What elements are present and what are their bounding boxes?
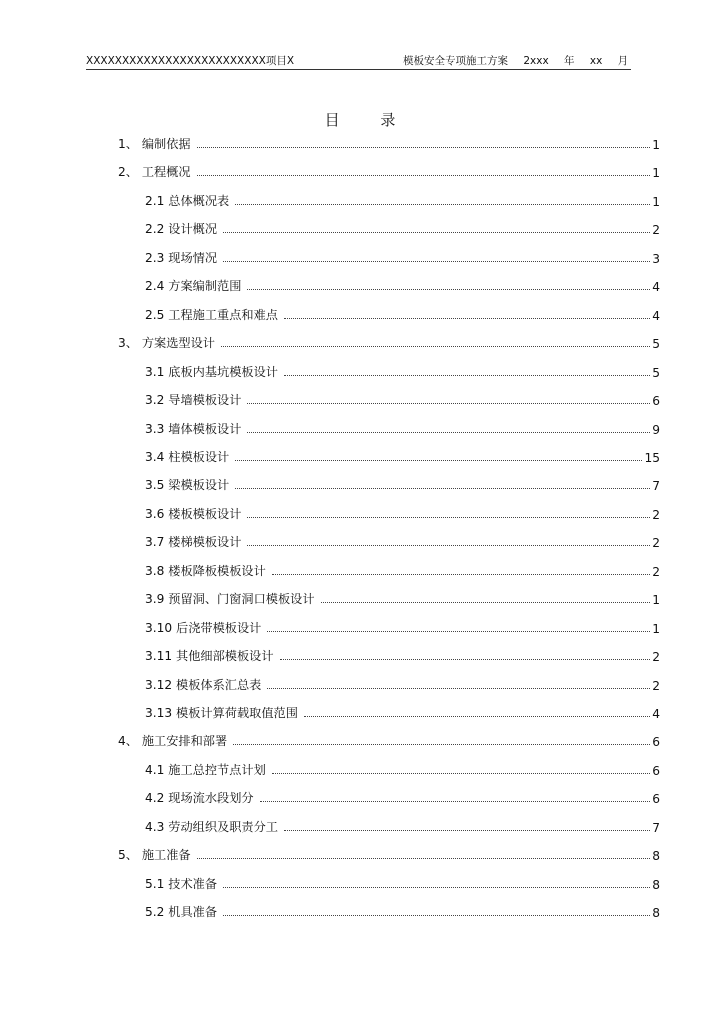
toc-entry-label: 4、 施工安排和部署 [118, 734, 228, 749]
toc-entry-label: 3.9 预留洞、门窗洞口模板设计 [145, 592, 315, 607]
toc-entry-page: 6 [652, 792, 660, 807]
toc-entry-page: 2 [652, 536, 660, 551]
dot-leader [223, 232, 650, 233]
toc-entry-label: 3.4 柱模板设计 [145, 449, 230, 464]
toc-entry-page: 8 [652, 849, 660, 864]
toc-entry-page: 2 [652, 564, 660, 579]
toc-entry[interactable] [145, 473, 660, 493]
toc-entry-page: 4 [652, 308, 660, 323]
toc-entry[interactable] [118, 843, 660, 863]
toc-entry[interactable] [145, 360, 660, 380]
toc-entry[interactable] [145, 701, 660, 721]
toc-entry[interactable] [145, 217, 660, 237]
toc-entry-page: 1 [652, 138, 660, 152]
doc-year: 2xxx [523, 55, 549, 67]
dot-leader [235, 204, 650, 205]
toc-entry-page: 9 [652, 422, 660, 437]
toc-entry-page: 6 [652, 735, 660, 750]
toc-entry[interactable] [118, 160, 660, 180]
toc-entry[interactable] [145, 758, 660, 778]
dot-leader [197, 147, 650, 148]
toc-entry[interactable] [145, 502, 660, 522]
dot-leader [272, 574, 650, 575]
dot-leader [272, 773, 650, 774]
toc-entry-page: 2 [652, 223, 660, 238]
toc-entry-page: 2 [652, 650, 660, 665]
toc-entry-label: 2.3 现场情况 [145, 250, 218, 265]
toc-entry-label: 3.10 后浇带模板设计 [145, 620, 262, 635]
toc-entry[interactable] [145, 616, 660, 636]
toc-entry-label: 3.7 楼梯模板设计 [145, 535, 242, 550]
header-doc-info [403, 53, 628, 68]
toc-entry-page: 2 [652, 678, 660, 693]
toc-entry[interactable] [145, 303, 660, 323]
dot-leader [197, 175, 650, 176]
toc-entry[interactable] [118, 729, 660, 749]
dot-leader [267, 688, 650, 689]
dot-leader [223, 887, 650, 888]
toc-entry-label: 4.1 施工总控节点计划 [145, 762, 266, 777]
toc-entry[interactable] [145, 274, 660, 294]
dot-leader [284, 830, 650, 831]
toc-entry-page: 2 [652, 507, 660, 522]
toc-entry-page: 5 [652, 337, 660, 352]
dot-leader [197, 858, 650, 859]
toc-entry-label: 4.2 现场流水段划分 [145, 791, 254, 806]
toc-entry-label: 5.2 机具准备 [145, 905, 218, 920]
toc-entry[interactable] [145, 530, 660, 550]
dot-leader [235, 460, 642, 461]
toc-entry-page: 5 [652, 365, 660, 380]
toc-entry-page: 7 [652, 479, 660, 494]
dot-leader [284, 375, 650, 376]
toc-entry-label: 4.3 劳动组织及职责分工 [145, 819, 278, 834]
dot-leader [260, 801, 650, 802]
toc-entry-label: 2.1 总体概况表 [145, 193, 230, 208]
toc-entry[interactable] [145, 189, 660, 209]
toc-entry[interactable] [145, 673, 660, 693]
dot-leader [267, 631, 650, 632]
toc-entry-page: 7 [652, 820, 660, 835]
toc-entry-label: 3.8 楼板降板模板设计 [145, 563, 266, 578]
toc-entry-page: 1 [652, 593, 660, 608]
toc-entry-page: 8 [652, 906, 660, 921]
toc-entry[interactable] [145, 900, 660, 920]
toc-entry[interactable] [118, 132, 660, 152]
toc-entry[interactable] [145, 644, 660, 664]
toc-entry[interactable] [145, 246, 660, 266]
project-name: XXXXXXXXXXXXXXXXXXXXXXXXX项目X [86, 55, 295, 67]
toc-entry[interactable] [145, 815, 660, 835]
toc-entry[interactable] [145, 417, 660, 437]
toc-entry-label: 3.5 梁模板设计 [145, 478, 230, 493]
dot-leader [304, 716, 650, 717]
toc-entry-label: 5.1 技术准备 [145, 876, 218, 891]
toc-entry-label: 2.2 设计概况 [145, 222, 218, 237]
toc-entry-label: 2、 工程概况 [118, 165, 191, 180]
toc-entry-label: 3、 方案选型设计 [118, 336, 215, 351]
dot-leader [280, 659, 650, 660]
toc-entry-label: 3.3 墙体模板设计 [145, 421, 242, 436]
dot-leader [284, 318, 650, 319]
doc-month: xx [589, 55, 603, 67]
dot-leader [321, 602, 650, 603]
toc-entry[interactable] [118, 331, 660, 351]
toc-entry[interactable] [145, 872, 660, 892]
toc-entry-page: 15 [644, 450, 660, 465]
toc-entry-page: 1 [652, 166, 660, 181]
toc-entry-page: 6 [652, 394, 660, 409]
toc-entry-page: 1 [652, 621, 660, 636]
dot-leader [247, 517, 650, 518]
toc-entry-label: 2.5 工程施工重点和难点 [145, 307, 278, 322]
toc-entry-label: 3.6 楼板模板设计 [145, 506, 242, 521]
month-unit: 月 [617, 55, 629, 67]
toc-entry[interactable] [145, 388, 660, 408]
dot-leader [233, 744, 650, 745]
doc-title: 模板安全专项施工方案 [403, 55, 508, 67]
dot-leader [247, 403, 650, 404]
toc-entry-label: 3.11 其他细部模板设计 [145, 649, 274, 664]
toc-entry-page: 3 [652, 251, 660, 266]
year-unit: 年 [564, 55, 575, 67]
toc-entry-label: 3.2 导墙模板设计 [145, 393, 242, 408]
toc-entry-page: 1 [652, 194, 660, 209]
dot-leader [247, 289, 650, 290]
toc-entry-page: 4 [652, 280, 660, 295]
toc-title: 目 录 [324, 111, 414, 129]
toc-entry-page: 4 [652, 707, 660, 721]
dot-leader [247, 432, 650, 433]
toc-entry-label: 3.13 模板计算荷载取值范围 [145, 706, 298, 720]
dot-leader [223, 915, 650, 916]
toc-entry[interactable] [145, 587, 660, 607]
toc-entry-label: 2.4 方案编制范围 [145, 279, 242, 294]
dot-leader [247, 545, 650, 546]
toc-entry-label: 3.12 模板体系汇总表 [145, 677, 262, 692]
toc-entry-label: 1、 编制依据 [118, 137, 191, 151]
dot-leader [235, 488, 650, 489]
toc-entry-page: 8 [652, 877, 660, 892]
toc-entry-label: 3.1 底板内基坑模板设计 [145, 364, 278, 379]
toc-entry-label: 5、 施工准备 [118, 848, 191, 863]
page-header [86, 53, 631, 70]
dot-leader [221, 346, 650, 347]
toc-entry[interactable] [145, 559, 660, 579]
toc-entry[interactable] [145, 786, 660, 806]
dot-leader [223, 261, 650, 262]
toc-entry[interactable] [145, 445, 660, 465]
toc-entry-page: 6 [652, 763, 660, 778]
